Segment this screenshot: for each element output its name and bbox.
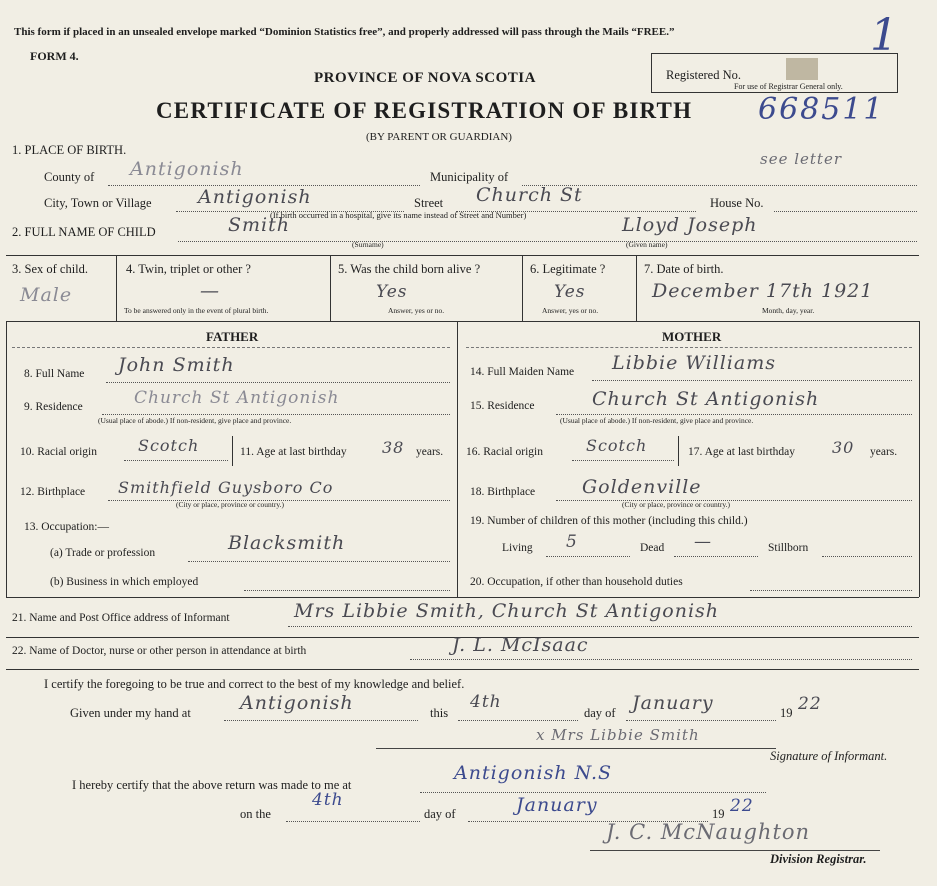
legitimate-value: Yes — [554, 282, 586, 302]
registered-number-label: Registered No. — [666, 68, 741, 82]
registrar-year-value: 22 — [730, 796, 754, 816]
trade-label: (a) Trade or profession — [50, 547, 156, 559]
sex-value: Male — [20, 284, 73, 306]
mother-birthplace-label: 18. Birthplace — [470, 486, 536, 498]
given-name-caption: (Given name) — [626, 240, 668, 249]
twin-value: — — [200, 280, 220, 302]
municipality-value: see letter — [760, 150, 842, 168]
living-label: Living — [502, 542, 533, 554]
mother-residence-value: Church St Antigonish — [592, 388, 820, 410]
children-count-label: 19. Number of children of this mother (including this child.) — [470, 515, 748, 527]
surname-caption: (Surname) — [352, 240, 384, 249]
registered-number-stamp — [786, 58, 818, 80]
mail-notice: This form if placed in an unsealed envelope marked “Dominion Statistics free”, and properly addressed will pass through the Mails “FREE.” — [14, 26, 675, 38]
registrar-day-of-label: day of — [424, 807, 456, 821]
registrar-day-value: 4th — [312, 790, 344, 810]
given-month-value: January — [632, 692, 714, 714]
father-residence-note: (Usual place of abode.) If non-resident, give place and province. — [98, 416, 292, 425]
street-value: Church St — [476, 184, 583, 206]
county-label: County of — [44, 170, 95, 184]
given-year-prefix: 19 — [780, 706, 793, 720]
mother-name-label: 14. Full Maiden Name — [470, 366, 575, 378]
sex-label: 3. Sex of child. — [12, 262, 89, 276]
registrar-caption: Division Registrar. — [770, 852, 867, 866]
father-racial-label: 10. Racial origin — [20, 446, 97, 458]
dead-label: Dead — [640, 542, 665, 554]
county-value: Antigonish — [130, 158, 244, 180]
mother-birthplace-note: (City or place, province or country.) — [622, 500, 731, 509]
father-birthplace-note: (City or place, province or country.) — [176, 500, 285, 509]
mother-racial-value: Scotch — [586, 436, 648, 455]
mother-name-value: Libbie Williams — [612, 352, 776, 374]
doctor-value: J. L. McIsaac — [452, 634, 589, 656]
registered-number-note: For use of Registrar General only. — [734, 82, 843, 91]
registrar-certify-text: I hereby certify that the above return was made to me at — [72, 778, 352, 792]
informant-signature-caption: Signature of Informant. — [770, 749, 888, 763]
given-year-value: 22 — [798, 694, 822, 714]
document-subtitle: (BY PARENT OR GUARDIAN) — [366, 131, 512, 143]
mother-years: years. — [870, 446, 898, 458]
father-birthplace-label: 12. Birthplace — [20, 486, 86, 498]
dob-note: Month, day, year. — [762, 306, 815, 315]
father-birthplace-value: Smithfield Guysboro Co — [118, 478, 334, 497]
registrar-on-the-label: on the — [240, 807, 271, 821]
child-surname: Smith — [228, 214, 290, 236]
mother-age-label: 17. Age at last birthday — [688, 446, 795, 458]
mother-residence-label: 15. Residence — [470, 400, 535, 412]
father-name-label: 8. Full Name — [24, 368, 85, 380]
province-heading: PROVINCE OF NOVA SCOTIA — [314, 70, 536, 86]
dob-label: 7. Date of birth. — [644, 262, 724, 276]
given-day-of-label: day of — [584, 706, 616, 720]
city-value: Antigonish — [198, 186, 312, 208]
father-residence-label: 9. Residence — [24, 401, 83, 413]
stillborn-label: Stillborn — [768, 542, 809, 554]
municipality-label: Municipality of — [430, 170, 509, 184]
certify-text: I certify the foregoing to be true and correct to the best of my knowledge and belief. — [44, 677, 465, 691]
mother-age-value: 30 — [832, 438, 855, 457]
trade-value: Blacksmith — [228, 532, 346, 554]
document-title: CERTIFICATE OF REGISTRATION OF BIRTH — [156, 98, 693, 123]
street-label: Street — [414, 196, 444, 210]
legitimate-label: 6. Legitimate ? — [530, 262, 606, 276]
child-given-name: Lloyd Joseph — [622, 214, 758, 236]
twin-label: 4. Twin, triplet or other ? — [126, 262, 251, 276]
mother-residence-note: (Usual place of abode.) If non-resident, give place and province. — [560, 416, 754, 425]
place-of-birth-heading: 1. PLACE OF BIRTH. — [12, 143, 127, 157]
father-residence-value: Church St Antigonish — [134, 388, 340, 408]
informant-value: Mrs Libbie Smith, Church St Antigonish — [294, 600, 720, 622]
hospital-note: (If birth occurred in a hospital, give its name instead of Street and Number) — [270, 210, 527, 220]
given-day-value: 4th — [470, 692, 502, 712]
father-years: years. — [416, 446, 444, 458]
mother-birthplace-value: Goldenville — [582, 476, 702, 498]
father-age-value: 38 — [382, 438, 405, 457]
mother-occupation-label: 20. Occupation, if other than household duties — [470, 576, 683, 588]
registered-number-box — [651, 53, 898, 93]
registered-corner-mark: 1 — [870, 10, 899, 61]
registrar-month-value: January — [516, 794, 598, 816]
registration-number: 668511 — [758, 92, 885, 127]
doctor-label: 22. Name of Doctor, nurse or other person in attendance at birth — [12, 645, 307, 657]
born-alive-label: 5. Was the child born alive ? — [338, 262, 481, 276]
dob-value: December 17th 1921 — [652, 280, 874, 302]
informant-signature: x Mrs Libbie Smith — [536, 726, 700, 744]
father-age-label: 11. Age at last birthday — [240, 446, 347, 458]
registrar-signature: J. C. McNaughton — [606, 820, 811, 844]
born-alive-note: Answer, yes or no. — [388, 306, 445, 315]
registrar-year-prefix: 19 — [712, 807, 725, 821]
this-label: this — [430, 706, 449, 720]
mother-racial-label: 16. Racial origin — [466, 446, 543, 458]
registrar-place-value: Antigonish N.S — [454, 762, 613, 784]
given-under-hand-label: Given under my hand at — [70, 706, 191, 720]
mother-heading: MOTHER — [662, 329, 722, 344]
twin-note: To be answered only in the event of plural birth. — [124, 306, 269, 315]
legitimate-note: Answer, yes or no. — [542, 306, 599, 315]
born-alive-value: Yes — [376, 282, 408, 302]
father-heading: FATHER — [206, 329, 259, 344]
dead-value: — — [694, 532, 712, 552]
informant-label: 21. Name and Post Office address of Informant — [12, 612, 230, 624]
occupation-label: 13. Occupation:— — [24, 521, 109, 533]
business-label: (b) Business in which employed — [50, 576, 199, 588]
form-number: FORM 4. — [30, 49, 79, 63]
city-label: City, Town or Village — [44, 196, 152, 210]
father-name-value: John Smith — [118, 354, 235, 376]
living-value: 5 — [566, 532, 578, 552]
house-number-label: House No. — [710, 196, 764, 210]
given-place-value: Antigonish — [240, 692, 354, 714]
child-name-label: 2. FULL NAME OF CHILD — [12, 225, 156, 239]
father-racial-value: Scotch — [138, 436, 200, 455]
